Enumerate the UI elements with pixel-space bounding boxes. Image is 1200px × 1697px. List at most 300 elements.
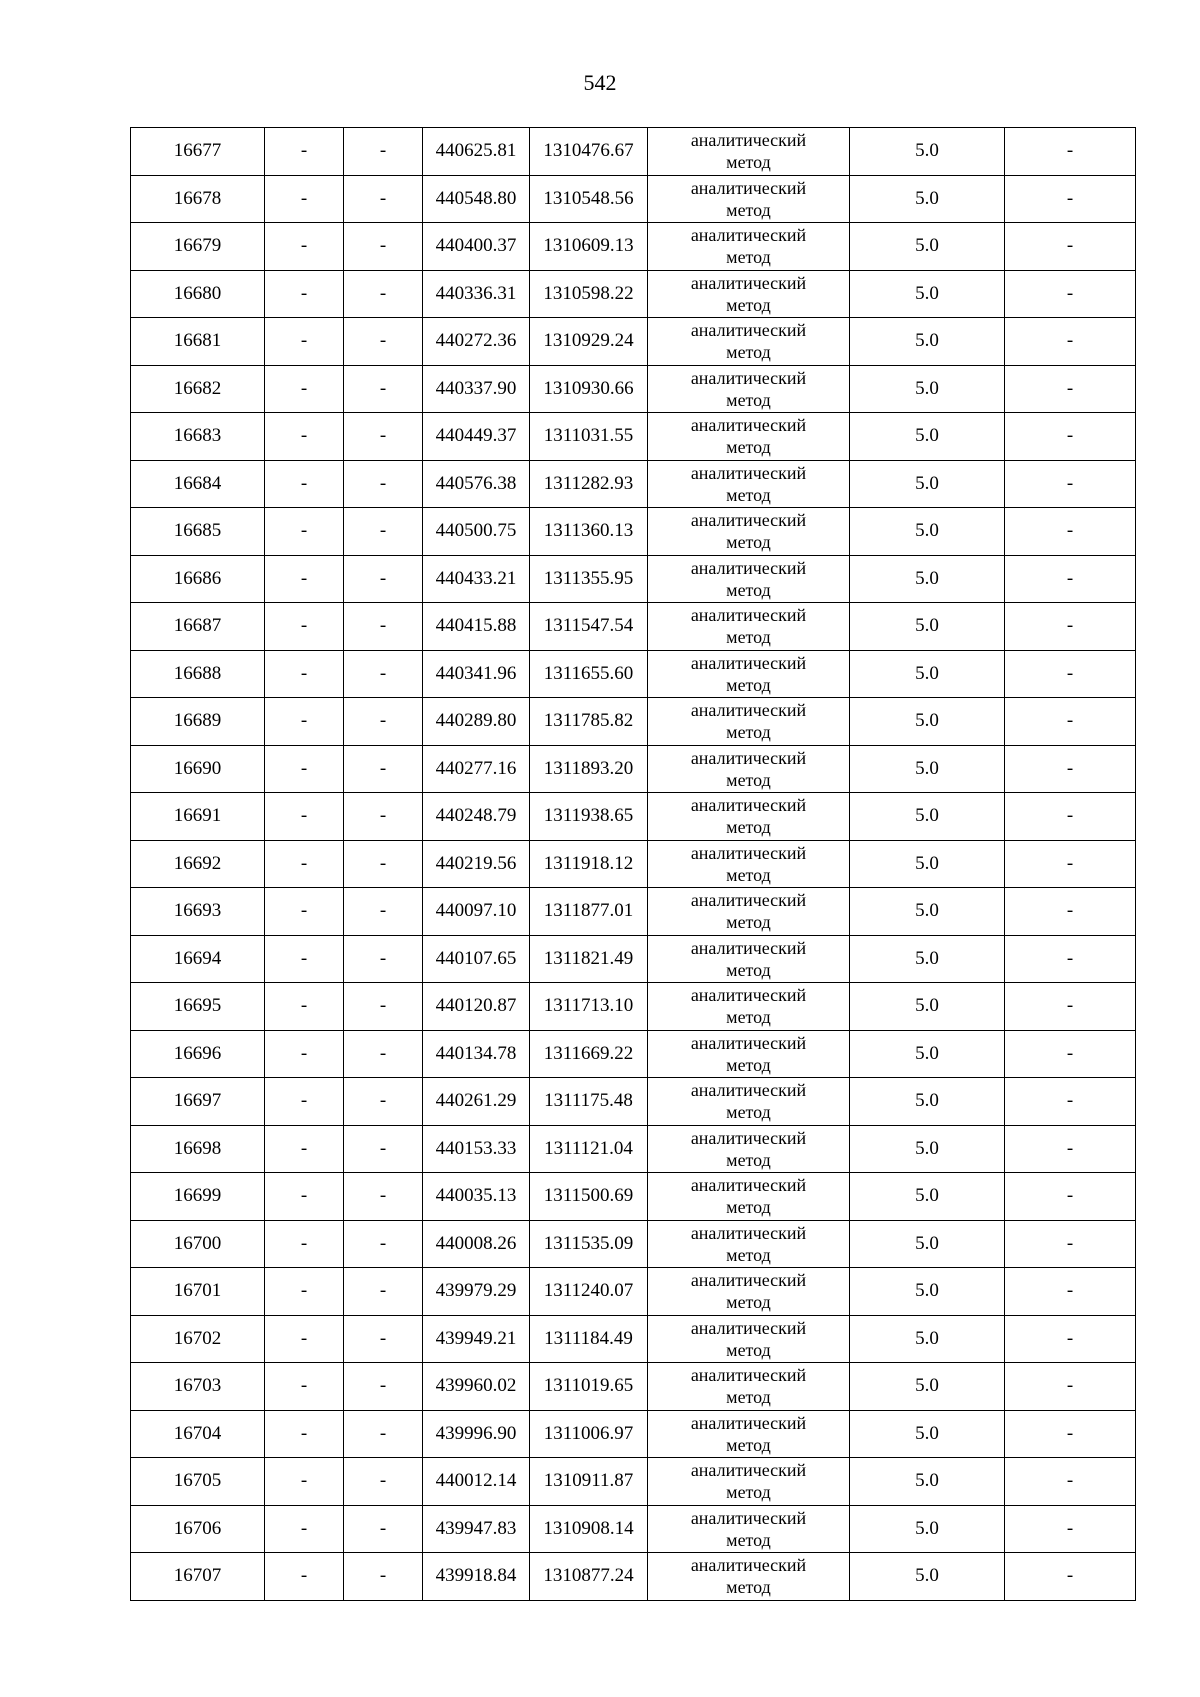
table-row [131, 935, 1136, 983]
accuracy-cell: 5.0 [850, 318, 1005, 366]
dash-cell: - [1005, 840, 1136, 888]
x-coordinate-cell: 440576.38 [423, 460, 530, 508]
method-line-1: аналитический [690, 1080, 807, 1101]
dash-cell: - [344, 1078, 423, 1126]
x-coordinate-cell: 440341.96 [423, 650, 530, 698]
accuracy-cell: 5.0 [850, 1030, 1005, 1078]
y-coordinate-cell: 1310548.56 [530, 175, 648, 223]
y-coordinate-cell: 1310609.13 [530, 223, 648, 271]
table-row [131, 1363, 1136, 1411]
point-number-cell: 16701 [131, 1268, 265, 1316]
accuracy-cell: 5.0 [850, 793, 1005, 841]
method-line-1: аналитический [690, 842, 807, 863]
method-line-2: метод [726, 294, 771, 315]
method-line-1: аналитический [690, 1222, 807, 1243]
point-number-cell: 16705 [131, 1458, 265, 1506]
point-number-cell: 16699 [131, 1173, 265, 1221]
x-coordinate-cell: 440500.75 [423, 508, 530, 556]
method-line-1: аналитический [690, 462, 807, 483]
dash-cell: - [1005, 793, 1136, 841]
method-line-2: метод [726, 1007, 771, 1028]
accuracy-cell: 5.0 [850, 1125, 1005, 1173]
y-coordinate-cell: 1311184.49 [530, 1315, 648, 1363]
y-coordinate-cell: 1311821.49 [530, 935, 648, 983]
dash-cell: - [344, 1363, 423, 1411]
accuracy-cell: 5.0 [850, 840, 1005, 888]
dash-cell: - [344, 555, 423, 603]
table-row [131, 983, 1136, 1031]
dash-cell: - [344, 460, 423, 508]
method-line-2: метод [726, 1482, 771, 1503]
dash-cell: - [344, 413, 423, 461]
method-line-2: метод [726, 1387, 771, 1408]
method-line-1: аналитический [690, 415, 807, 436]
x-coordinate-cell: 440289.80 [423, 698, 530, 746]
accuracy-cell: 5.0 [850, 650, 1005, 698]
y-coordinate-cell: 1311355.95 [530, 555, 648, 603]
method-line-2: метод [726, 912, 771, 933]
dash-cell: - [265, 175, 344, 223]
method-line-1: аналитический [690, 1412, 807, 1433]
y-coordinate-cell: 1311240.07 [530, 1268, 648, 1316]
dash-cell: - [1005, 650, 1136, 698]
method-line-1: аналитический [690, 130, 807, 151]
method-line-1: аналитический [690, 747, 807, 768]
method-line-2: метод [726, 1244, 771, 1265]
dash-cell: - [265, 1458, 344, 1506]
method-line-1: аналитический [690, 557, 807, 578]
accuracy-cell: 5.0 [850, 1505, 1005, 1553]
y-coordinate-cell: 1310930.66 [530, 365, 648, 413]
x-coordinate-cell: 440107.65 [423, 935, 530, 983]
table-row [131, 1030, 1136, 1078]
method-cell [648, 1505, 850, 1553]
method-line-1: аналитический [690, 985, 807, 1006]
point-number-cell: 16686 [131, 555, 265, 603]
table-row [131, 1268, 1136, 1316]
method-cell [648, 175, 850, 223]
accuracy-cell: 5.0 [850, 888, 1005, 936]
method-line-2: метод [726, 1197, 771, 1218]
table-row [131, 840, 1136, 888]
table-row [131, 1458, 1136, 1506]
dash-cell: - [265, 793, 344, 841]
point-number-cell: 16707 [131, 1553, 265, 1601]
table-row [131, 698, 1136, 746]
accuracy-cell: 5.0 [850, 1363, 1005, 1411]
point-number-cell: 16685 [131, 508, 265, 556]
y-coordinate-cell: 1311500.69 [530, 1173, 648, 1221]
dash-cell: - [1005, 460, 1136, 508]
method-cell [648, 1125, 850, 1173]
y-coordinate-cell: 1311006.97 [530, 1410, 648, 1458]
point-number-cell: 16679 [131, 223, 265, 271]
method-cell [648, 365, 850, 413]
y-coordinate-cell: 1310911.87 [530, 1458, 648, 1506]
dash-cell: - [1005, 1125, 1136, 1173]
accuracy-cell: 5.0 [850, 555, 1005, 603]
x-coordinate-cell: 440336.31 [423, 270, 530, 318]
method-cell [648, 1220, 850, 1268]
dash-cell: - [344, 793, 423, 841]
point-number-cell: 16703 [131, 1363, 265, 1411]
point-number-cell: 16681 [131, 318, 265, 366]
dash-cell: - [1005, 745, 1136, 793]
table-row [131, 1553, 1136, 1601]
point-number-cell: 16702 [131, 1315, 265, 1363]
method-line-1: аналитический [690, 937, 807, 958]
method-line-2: метод [726, 817, 771, 838]
method-cell [648, 1458, 850, 1506]
x-coordinate-cell: 439960.02 [423, 1363, 530, 1411]
method-line-1: аналитический [690, 605, 807, 626]
method-line-1: аналитический [690, 700, 807, 721]
x-coordinate-cell: 440120.87 [423, 983, 530, 1031]
x-coordinate-cell: 439979.29 [423, 1268, 530, 1316]
dash-cell: - [344, 1410, 423, 1458]
table-row [131, 1315, 1136, 1363]
accuracy-cell: 5.0 [850, 1173, 1005, 1221]
dash-cell: - [265, 1220, 344, 1268]
accuracy-cell: 5.0 [850, 1268, 1005, 1316]
method-cell [648, 223, 850, 271]
method-cell [648, 745, 850, 793]
y-coordinate-cell: 1310598.22 [530, 270, 648, 318]
table-row [131, 1220, 1136, 1268]
dash-cell: - [1005, 413, 1136, 461]
accuracy-cell: 5.0 [850, 603, 1005, 651]
method-cell [648, 983, 850, 1031]
table-row [131, 1173, 1136, 1221]
coordinates-table [130, 127, 1136, 1601]
dash-cell: - [1005, 983, 1136, 1031]
method-cell [648, 318, 850, 366]
x-coordinate-cell: 440337.90 [423, 365, 530, 413]
method-line-1: аналитический [690, 1175, 807, 1196]
dash-cell: - [344, 270, 423, 318]
dash-cell: - [344, 1505, 423, 1553]
dash-cell: - [344, 1220, 423, 1268]
table-row [131, 1505, 1136, 1553]
dash-cell: - [344, 1125, 423, 1173]
dash-cell: - [344, 745, 423, 793]
table-row [131, 365, 1136, 413]
dash-cell: - [1005, 223, 1136, 271]
point-number-cell: 16700 [131, 1220, 265, 1268]
accuracy-cell: 5.0 [850, 128, 1005, 176]
method-line-2: метод [726, 342, 771, 363]
accuracy-cell: 5.0 [850, 1078, 1005, 1126]
table-row [131, 175, 1136, 223]
table-row [131, 1125, 1136, 1173]
dash-cell: - [1005, 270, 1136, 318]
dash-cell: - [344, 318, 423, 366]
point-number-cell: 16684 [131, 460, 265, 508]
dash-cell: - [265, 1125, 344, 1173]
accuracy-cell: 5.0 [850, 223, 1005, 271]
dash-cell: - [1005, 603, 1136, 651]
accuracy-cell: 5.0 [850, 935, 1005, 983]
table-row [131, 413, 1136, 461]
dash-cell: - [344, 840, 423, 888]
dash-cell: - [265, 270, 344, 318]
table-row [131, 508, 1136, 556]
table-row [131, 555, 1136, 603]
y-coordinate-cell: 1311282.93 [530, 460, 648, 508]
accuracy-cell: 5.0 [850, 1410, 1005, 1458]
method-line-1: аналитический [690, 1365, 807, 1386]
dash-cell: - [265, 1553, 344, 1601]
point-number-cell: 16680 [131, 270, 265, 318]
dash-cell: - [265, 1410, 344, 1458]
method-line-2: метод [726, 199, 771, 220]
method-line-2: метод [726, 1339, 771, 1360]
method-cell [648, 698, 850, 746]
dash-cell: - [265, 1078, 344, 1126]
dash-cell: - [344, 1173, 423, 1221]
dash-cell: - [265, 698, 344, 746]
dash-cell: - [1005, 128, 1136, 176]
x-coordinate-cell: 440449.37 [423, 413, 530, 461]
y-coordinate-cell: 1311175.48 [530, 1078, 648, 1126]
dash-cell: - [265, 1030, 344, 1078]
accuracy-cell: 5.0 [850, 508, 1005, 556]
dash-cell: - [344, 935, 423, 983]
point-number-cell: 16678 [131, 175, 265, 223]
dash-cell: - [265, 840, 344, 888]
table-row [131, 460, 1136, 508]
x-coordinate-cell: 440153.33 [423, 1125, 530, 1173]
dash-cell: - [344, 365, 423, 413]
page-number: 542 [583, 70, 617, 95]
dash-cell: - [1005, 175, 1136, 223]
dash-cell: - [1005, 508, 1136, 556]
method-line-1: аналитический [690, 890, 807, 911]
method-cell [648, 1553, 850, 1601]
y-coordinate-cell: 1311031.55 [530, 413, 648, 461]
dash-cell: - [344, 1315, 423, 1363]
y-coordinate-cell: 1311669.22 [530, 1030, 648, 1078]
x-coordinate-cell: 440248.79 [423, 793, 530, 841]
y-coordinate-cell: 1310877.24 [530, 1553, 648, 1601]
method-cell [648, 935, 850, 983]
method-line-2: метод [726, 1292, 771, 1313]
method-cell [648, 1363, 850, 1411]
x-coordinate-cell: 440625.81 [423, 128, 530, 176]
point-number-cell: 16696 [131, 1030, 265, 1078]
point-number-cell: 16690 [131, 745, 265, 793]
method-line-2: метод [726, 437, 771, 458]
table-row [131, 1078, 1136, 1126]
dash-cell: - [265, 1315, 344, 1363]
method-cell [648, 1315, 850, 1363]
dash-cell: - [344, 1268, 423, 1316]
method-line-2: метод [726, 769, 771, 790]
table-row [131, 223, 1136, 271]
x-coordinate-cell: 440415.88 [423, 603, 530, 651]
method-line-2: метод [726, 389, 771, 410]
table-row [131, 1410, 1136, 1458]
method-line-2: метод [726, 1577, 771, 1598]
dash-cell: - [265, 1363, 344, 1411]
method-cell [648, 888, 850, 936]
accuracy-cell: 5.0 [850, 1553, 1005, 1601]
dash-cell: - [265, 555, 344, 603]
dash-cell: - [1005, 1363, 1136, 1411]
method-line-1: аналитический [690, 367, 807, 388]
accuracy-cell: 5.0 [850, 698, 1005, 746]
method-cell [648, 1173, 850, 1221]
method-cell [648, 793, 850, 841]
method-line-2: метод [726, 247, 771, 268]
method-line-1: аналитический [690, 225, 807, 246]
method-line-2: метод [726, 152, 771, 173]
dash-cell: - [1005, 1268, 1136, 1316]
accuracy-cell: 5.0 [850, 270, 1005, 318]
method-cell [648, 650, 850, 698]
accuracy-cell: 5.0 [850, 745, 1005, 793]
dash-cell: - [265, 603, 344, 651]
y-coordinate-cell: 1310908.14 [530, 1505, 648, 1553]
method-line-2: метод [726, 627, 771, 648]
dash-cell: - [265, 983, 344, 1031]
y-coordinate-cell: 1311121.04 [530, 1125, 648, 1173]
dash-cell: - [344, 223, 423, 271]
method-line-2: метод [726, 1434, 771, 1455]
method-line-2: метод [726, 674, 771, 695]
point-number-cell: 16706 [131, 1505, 265, 1553]
y-coordinate-cell: 1310929.24 [530, 318, 648, 366]
method-line-1: аналитический [690, 1317, 807, 1338]
x-coordinate-cell: 440272.36 [423, 318, 530, 366]
method-line-2: метод [726, 484, 771, 505]
dash-cell: - [344, 888, 423, 936]
dash-cell: - [1005, 1410, 1136, 1458]
point-number-cell: 16687 [131, 603, 265, 651]
dash-cell: - [265, 745, 344, 793]
dash-cell: - [344, 650, 423, 698]
method-line-1: аналитический [690, 510, 807, 531]
accuracy-cell: 5.0 [850, 460, 1005, 508]
x-coordinate-cell: 439996.90 [423, 1410, 530, 1458]
y-coordinate-cell: 1311655.60 [530, 650, 648, 698]
point-number-cell: 16692 [131, 840, 265, 888]
accuracy-cell: 5.0 [850, 1220, 1005, 1268]
accuracy-cell: 5.0 [850, 413, 1005, 461]
dash-cell: - [265, 365, 344, 413]
dash-cell: - [1005, 365, 1136, 413]
method-cell [648, 413, 850, 461]
method-line-2: метод [726, 579, 771, 600]
y-coordinate-cell: 1311877.01 [530, 888, 648, 936]
method-cell [648, 840, 850, 888]
dash-cell: - [265, 935, 344, 983]
y-coordinate-cell: 1311713.10 [530, 983, 648, 1031]
dash-cell: - [265, 1268, 344, 1316]
dash-cell: - [1005, 318, 1136, 366]
accuracy-cell: 5.0 [850, 365, 1005, 413]
method-cell [648, 555, 850, 603]
dash-cell: - [265, 318, 344, 366]
table-row [131, 128, 1136, 176]
method-cell [648, 270, 850, 318]
table-row [131, 650, 1136, 698]
dash-cell: - [1005, 1173, 1136, 1221]
y-coordinate-cell: 1311535.09 [530, 1220, 648, 1268]
dash-cell: - [1005, 935, 1136, 983]
point-number-cell: 16693 [131, 888, 265, 936]
method-cell [648, 1410, 850, 1458]
dash-cell: - [344, 1553, 423, 1601]
table-row [131, 603, 1136, 651]
method-line-1: аналитический [690, 272, 807, 293]
dash-cell: - [344, 1030, 423, 1078]
dash-cell: - [265, 460, 344, 508]
y-coordinate-cell: 1311785.82 [530, 698, 648, 746]
method-cell [648, 508, 850, 556]
method-line-1: аналитический [690, 320, 807, 341]
dash-cell: - [1005, 698, 1136, 746]
method-line-1: аналитический [690, 652, 807, 673]
dash-cell: - [265, 888, 344, 936]
accuracy-cell: 5.0 [850, 983, 1005, 1031]
dash-cell: - [265, 650, 344, 698]
y-coordinate-cell: 1311938.65 [530, 793, 648, 841]
point-number-cell: 16682 [131, 365, 265, 413]
table-row [131, 270, 1136, 318]
method-line-2: метод [726, 864, 771, 885]
dash-cell: - [344, 175, 423, 223]
point-number-cell: 16704 [131, 1410, 265, 1458]
dash-cell: - [265, 508, 344, 556]
method-cell [648, 1078, 850, 1126]
dash-cell: - [265, 223, 344, 271]
point-number-cell: 16677 [131, 128, 265, 176]
method-line-2: метод [726, 959, 771, 980]
dash-cell: - [344, 1458, 423, 1506]
x-coordinate-cell: 440261.29 [423, 1078, 530, 1126]
dash-cell: - [1005, 1220, 1136, 1268]
dash-cell: - [265, 1173, 344, 1221]
method-line-1: аналитический [690, 795, 807, 816]
dash-cell: - [1005, 1553, 1136, 1601]
x-coordinate-cell: 440008.26 [423, 1220, 530, 1268]
point-number-cell: 16691 [131, 793, 265, 841]
point-number-cell: 16688 [131, 650, 265, 698]
method-line-2: метод [726, 1529, 771, 1550]
point-number-cell: 16683 [131, 413, 265, 461]
method-line-1: аналитический [690, 1507, 807, 1528]
method-line-1: аналитический [690, 1127, 807, 1148]
x-coordinate-cell: 440433.21 [423, 555, 530, 603]
dash-cell: - [265, 128, 344, 176]
dash-cell: - [265, 413, 344, 461]
y-coordinate-cell: 1311918.12 [530, 840, 648, 888]
dash-cell: - [1005, 1078, 1136, 1126]
y-coordinate-cell: 1311019.65 [530, 1363, 648, 1411]
x-coordinate-cell: 440035.13 [423, 1173, 530, 1221]
table-row [131, 793, 1136, 841]
method-line-1: аналитический [690, 177, 807, 198]
table-body [131, 128, 1136, 1601]
method-cell [648, 460, 850, 508]
point-number-cell: 16695 [131, 983, 265, 1031]
dash-cell: - [344, 983, 423, 1031]
method-cell [648, 603, 850, 651]
x-coordinate-cell: 439918.84 [423, 1553, 530, 1601]
dash-cell: - [344, 603, 423, 651]
method-cell [648, 1030, 850, 1078]
